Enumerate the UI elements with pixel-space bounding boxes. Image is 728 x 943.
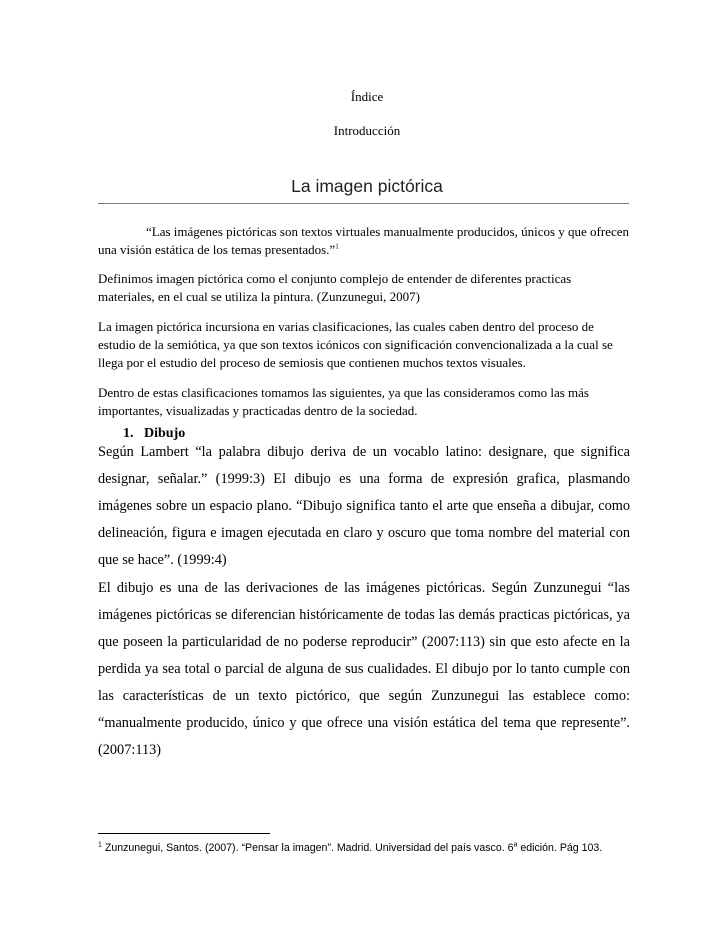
definition-paragraph: Definimos imagen pictórica como el conjunto complejo de entender de diferentes practicas materiales, en el cual se utiliza la pintura. (Zunzunegui, 2007)	[98, 271, 572, 304]
page-title: La imagen pictórica	[291, 176, 443, 196]
introduction-heading: Introducción	[333, 123, 401, 138]
section-number: 1.	[123, 426, 134, 441]
footnote-separator	[98, 833, 270, 834]
body-paragraph-1: Según Lambert “la palabra dibujo deriva de un vocablo latino: designare, que significa designar, señalar.” (1999:3) El dibujo es una forma de expresión grafica, plasmando imágenes sobre un espacio plano. “Dibujo significa tanto el arte que enseña a dibujar, como delineación, figura e imagen ejecutada en claro y oscuro que toma nombre del material con que se hace”. (1999:4)	[98, 444, 630, 568]
footnote-marker: 1	[98, 841, 102, 849]
classification-paragraph: La imagen pictórica incursiona en varias clasificaciones, las cuales caben dentro del proceso de estudio de la semiótica, ya que son textos icónicos con significación convencionalizada a la cual se llega por el estudio del proceso de semiosis que contienen muchos textos visuales.	[98, 319, 613, 370]
body-paragraph-2: El dibujo es una de las derivaciones de las imágenes pictóricas. Según Zunzunegui “las imágenes pictóricas se diferencian históricamente de todas las demás practicas pictóricas, ya que poseen la particularidad de no poderse reproducir” (2007:113) sin que esto afecte en la perdida ya sea total o parcial de alguna de sus cualidades. El dibujo por lo tanto cumple con las características de un texto pictórico, que según Zunzunegui las establece como: “manualmente producido, único y que ofrece una visión estática del tema que represente”. (2007:113)	[98, 580, 630, 758]
section-heading-text: Dibujo	[144, 426, 186, 441]
footnote-text-after: edición. Pág 103.	[517, 842, 603, 854]
quote-text: “Las imágenes pictóricas son textos virtuales manualmente producidos, únicos y que ofrecen una visión estática de los temas presentados.”	[98, 224, 630, 257]
footnote-edition-superscript: a	[513, 841, 518, 849]
title-underline	[98, 203, 629, 204]
selection-paragraph: Dentro de estas clasificaciones tomamos las siguientes, ya que las consideramos como las más importantes, visualizadas y practicadas dentro de la sociedad.	[98, 385, 589, 418]
index-heading: Índice	[350, 89, 384, 104]
footnote-text-before: Zunzunegui, Santos. (2007). “Pensar la imagen”. Madrid. Universidad del país vasco. 6	[101, 842, 514, 854]
footnote	[98, 842, 638, 854]
quote-paragraph	[98, 223, 630, 259]
footnote-reference: 1	[335, 242, 339, 251]
